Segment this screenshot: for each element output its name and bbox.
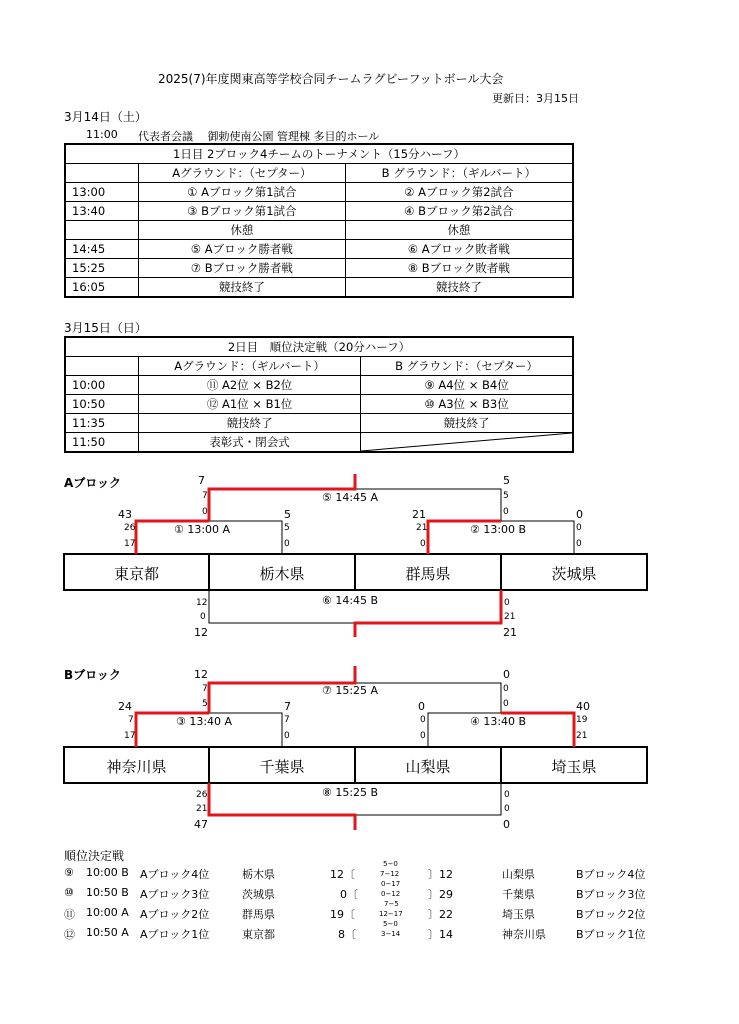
score-half: 17 <box>124 539 136 549</box>
rank-score-right: 〕29 <box>428 888 453 901</box>
score-total: 0 <box>418 700 425 713</box>
rank-place-right: Bブロック2位 <box>576 908 646 921</box>
rank-score-left: 19〔 <box>330 908 355 921</box>
rank-half1: 5−0 <box>383 920 398 928</box>
score-half: 0 <box>200 612 206 622</box>
score-half: 21 <box>576 731 588 741</box>
rank-team-left: 茨城県 <box>242 888 275 901</box>
score-total: 7 <box>198 474 205 487</box>
score-half: 0 <box>576 523 582 533</box>
match-cell: 休憩 <box>139 221 346 240</box>
score-half: 7 <box>202 491 208 501</box>
score-half: 0 <box>504 598 510 608</box>
score-half: 0 <box>420 539 426 549</box>
score-half: 21 <box>504 612 516 622</box>
rank-half1: 7−5 <box>384 900 399 908</box>
score-half: 0 <box>420 731 426 741</box>
match-cell: ⑪ A2位 × B2位 <box>139 376 361 395</box>
score-total: 12 <box>194 668 208 681</box>
score-half: 19 <box>576 715 588 725</box>
match-cell: 競技終了 <box>345 278 573 298</box>
team-cell: 千葉県 <box>259 758 305 776</box>
rank-half1: 0−17 <box>381 880 401 888</box>
day2-date: 3月15日（日） <box>64 321 147 335</box>
rank-no: ⑨ <box>64 866 74 879</box>
score-half: 0 <box>504 790 510 800</box>
team-cell: 茨城県 <box>551 565 597 583</box>
rank-half2: 0−12 <box>381 890 401 898</box>
match-label: ① 13:00 A <box>174 523 231 536</box>
match-label: ④ 13:40 B <box>470 715 527 728</box>
score-half: 0 <box>420 715 426 725</box>
score-total: 0 <box>503 818 510 831</box>
score-half: 0 <box>503 699 509 709</box>
day1-table-title: 1日目 2ブロック4チームのトーナメント（15分ハーフ） <box>65 144 573 164</box>
team-cell: 群馬県 <box>405 565 451 583</box>
score-half: 5 <box>202 699 208 709</box>
block-a-title: Aブロック <box>64 476 122 490</box>
score-total: 43 <box>118 508 132 521</box>
match-cell: ⑧ Bブロック敗者戦 <box>345 259 573 278</box>
match-label: ③ 13:40 A <box>176 715 233 728</box>
rank-score-left: 12〔 <box>330 868 355 881</box>
score-half: 7 <box>202 684 208 694</box>
time-cell: 15:25 <box>65 259 139 278</box>
time-cell: 13:40 <box>65 202 139 221</box>
match-cell: ③ Bブロック第1試合 <box>139 202 346 221</box>
updated-date: 更新日：3月15日 <box>492 92 579 105</box>
block-b-title: Bブロック <box>64 668 121 682</box>
score-half: 21 <box>416 523 428 533</box>
score-total: 7 <box>284 700 291 713</box>
score-total: 5 <box>503 474 510 487</box>
time-cell: 10:00 <box>65 376 139 395</box>
rank-team-right: 山梨県 <box>502 868 535 881</box>
list-item <box>0 880 739 906</box>
ground-a-header: Aグラウンド：（セプター） <box>139 164 346 183</box>
time-cell: 11:35 <box>65 414 139 433</box>
rank-no: ⑫ <box>64 928 75 941</box>
rank-half2: 12−17 <box>379 910 403 918</box>
score-total: 0 <box>503 668 510 681</box>
rank-time: 10:50 B <box>86 886 129 899</box>
score-half: 0 <box>503 507 509 517</box>
rank-score-right: 〕14 <box>428 928 453 941</box>
team-cell: 栃木県 <box>259 565 305 583</box>
time-cell: 16:05 <box>65 278 139 298</box>
match-cell: ④ Bブロック第2試合 <box>345 202 573 221</box>
rank-team-right: 神奈川県 <box>502 928 546 941</box>
score-half: 0 <box>504 804 510 814</box>
match-cell: 競技終了 <box>139 278 346 298</box>
list-item <box>0 900 739 926</box>
score-total: 21 <box>412 508 426 521</box>
match-cell: ② Aブロック第2試合 <box>345 183 573 202</box>
ground-b-header: B グラウンド：（ギルバート） <box>345 164 573 183</box>
rank-place-right: Bブロック3位 <box>576 888 646 901</box>
rank-half2: 7−12 <box>380 870 400 878</box>
rank-time: 10:00 B <box>86 866 129 879</box>
score-half: 0 <box>503 684 509 694</box>
match-label: ⑤ 14:45 A <box>322 491 379 504</box>
match-label: ⑧ 15:25 B <box>322 786 379 799</box>
score-total: 12 <box>194 626 208 639</box>
score-total: 47 <box>194 818 208 831</box>
match-cell: ⑩ A3位 × B3位 <box>361 395 573 414</box>
match-cell: 競技終了 <box>139 414 361 433</box>
list-item <box>0 920 739 946</box>
score-half: 5 <box>503 491 509 501</box>
match-cell: ① Aブロック第1試合 <box>139 183 346 202</box>
score-total: 40 <box>576 700 590 713</box>
time-cell: 11:50 <box>65 433 139 453</box>
team-cell: 埼玉県 <box>551 758 597 776</box>
rank-score-left: 0〔 <box>340 888 358 901</box>
score-half: 0 <box>576 539 582 549</box>
meeting-time: 11:00 <box>86 128 118 141</box>
rank-team-left: 東京都 <box>242 928 275 941</box>
rank-place-left: Aブロック2位 <box>140 908 210 921</box>
ground-b-header: B グラウンド：（セプター） <box>361 357 573 376</box>
match-label: ⑥ 14:45 B <box>322 594 379 607</box>
match-label: ② 13:00 B <box>470 523 527 536</box>
rank-place-left: Aブロック3位 <box>140 888 210 901</box>
match-label: ⑦ 15:25 A <box>322 684 379 697</box>
score-half: 0 <box>202 507 208 517</box>
page-title: 2025(7)年度関東高等学校合同チームラグビーフットボール大会 <box>158 72 504 86</box>
score-half: 0 <box>284 539 290 549</box>
match-cell: ⑨ A4位 × B4位 <box>361 376 573 395</box>
match-cell: ⑤ Aブロック勝者戦 <box>139 240 346 259</box>
rank-score-right: 〕22 <box>428 908 453 921</box>
rank-score-left: 8〔 <box>338 928 356 941</box>
score-half: 26 <box>196 790 208 800</box>
match-cell: 休憩 <box>345 221 573 240</box>
score-total: 5 <box>284 508 291 521</box>
meeting-text: 代表者会議 御勅使南公園 管理棟 多目的ホール <box>138 130 380 143</box>
match-cell: ⑥ Aブロック敗者戦 <box>345 240 573 259</box>
day2-table-title: 2日目 順位決定戦（20分ハーフ） <box>65 337 573 357</box>
score-half: 7 <box>128 715 134 725</box>
match-cell: 表彰式・閉会式 <box>139 433 361 453</box>
rank-place-right: Bブロック4位 <box>576 868 646 881</box>
team-cell: 神奈川県 <box>106 758 167 776</box>
match-cell: 競技終了 <box>361 414 573 433</box>
score-half: 7 <box>284 715 290 725</box>
team-cell: 山梨県 <box>405 758 451 776</box>
rank-team-right: 埼玉県 <box>502 908 535 921</box>
rank-half2: 3−14 <box>381 930 401 938</box>
score-total: 21 <box>503 626 517 639</box>
score-half: 5 <box>284 523 290 533</box>
rank-half1: 5−0 <box>383 860 398 868</box>
score-half: 0 <box>284 731 290 741</box>
rank-no: ⑪ <box>64 908 75 921</box>
rank-team-right: 千葉県 <box>502 888 535 901</box>
rank-team-left: 群馬県 <box>242 908 275 921</box>
rank-score-right: 〕12 <box>428 868 453 881</box>
ranking-title: 順位決定戦 <box>64 849 125 863</box>
rank-place-right: Bブロック1位 <box>576 928 646 941</box>
score-total: 0 <box>576 508 583 521</box>
rank-no: ⑩ <box>64 886 74 899</box>
score-half: 21 <box>196 804 208 814</box>
rank-place-left: Aブロック1位 <box>140 928 210 941</box>
ground-a-header: Aグラウンド：（ギルバート） <box>139 357 361 376</box>
rank-time: 10:50 A <box>86 926 129 939</box>
team-cell: 東京都 <box>113 565 159 583</box>
time-cell: 13:00 <box>65 183 139 202</box>
match-cell: ⑦ Bブロック勝者戦 <box>139 259 346 278</box>
score-half: 26 <box>124 523 136 533</box>
rank-place-left: Aブロック4位 <box>140 868 210 881</box>
score-half: 17 <box>124 731 136 741</box>
list-item <box>0 860 739 886</box>
score-half: 12 <box>196 598 208 608</box>
score-total: 24 <box>118 700 132 713</box>
rank-time: 10:00 A <box>86 906 129 919</box>
day1-date: 3月14日（土） <box>64 110 147 124</box>
match-cell: ⑫ A1位 × B1位 <box>139 395 361 414</box>
rank-team-left: 栃木県 <box>242 868 275 881</box>
time-cell: 10:50 <box>65 395 139 414</box>
time-cell: 14:45 <box>65 240 139 259</box>
